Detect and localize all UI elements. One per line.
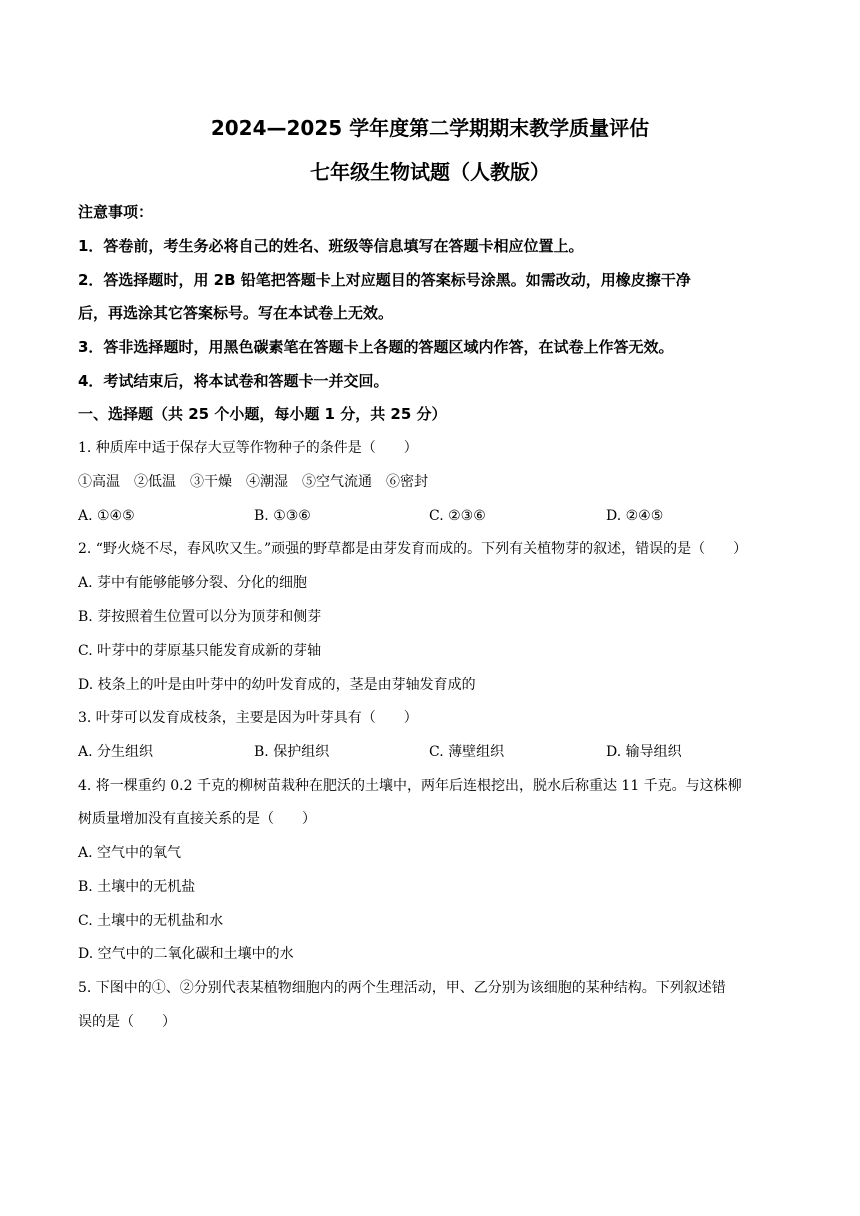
question-1-options bbox=[78, 505, 786, 527]
question-3-option-a: A. 分生组织 bbox=[78, 744, 154, 760]
question-1-stem: 1. 种质库中适于保存大豆等作物种子的条件是（ ） bbox=[78, 440, 418, 456]
question-3-options bbox=[78, 741, 786, 763]
notice-heading: 注意事项： bbox=[78, 203, 154, 221]
question-1-option-c: C. ②③⑥ bbox=[429, 508, 486, 524]
exam-title: 2024—2025 学年度第二学期期末教学质量评估 bbox=[210, 116, 650, 140]
question-4-option-b: B. 土壤中的无机盐 bbox=[78, 879, 196, 895]
question-5-stem-cont: 误的是（ ） bbox=[78, 1014, 176, 1030]
question-4-option-a: A. 空气中的氧气 bbox=[78, 845, 182, 861]
question-2-option-c: C. 叶芽中的芽原基只能发育成新的芽轴 bbox=[78, 643, 322, 659]
question-2-option-d: D. 枝条上的叶是由叶芽中的幼叶发育成的，茎是由芽轴发育成的 bbox=[78, 677, 476, 693]
question-1-conditions: ①高温 ②低温 ③干燥 ④潮湿 ⑤空气流通 ⑥密封 bbox=[78, 474, 428, 490]
question-2-option-b: B. 芽按照着生位置可以分为顶芽和侧芽 bbox=[78, 609, 322, 625]
section-heading: 一、选择题（共 25 个小题，每小题 1 分，共 25 分） bbox=[78, 405, 447, 423]
question-4-stem: 4. 将一棵重约 0.2 千克的柳树苗栽种在肥沃的土壤中，两年后连根挖出，脱水后称重达 11 千克。与这株柳 bbox=[78, 778, 742, 794]
notice-item-4: 4．考试结束后，将本试卷和答题卡一并交回。 bbox=[78, 372, 389, 390]
question-3-option-d: D. 输导组织 bbox=[606, 744, 682, 760]
question-3-option-c: C. 薄壁组织 bbox=[429, 744, 505, 760]
question-4-option-c: C. 土壤中的无机盐和水 bbox=[78, 913, 224, 929]
question-4-stem-cont: 树质量增加没有直接关系的是（ ） bbox=[78, 811, 316, 827]
notice-item-2: 2．答选择题时，用 2B 铅笔把答题卡上对应题目的答案标号涂黑。如需改动，用橡皮擦干净 bbox=[78, 271, 691, 289]
notice-item-2-cont: 后，再选涂其它答案标号。写在本试卷上无效。 bbox=[78, 304, 394, 322]
question-2-option-a: A. 芽中有能够能够分裂、分化的细胞 bbox=[78, 575, 308, 591]
notice-item-1: 1．答卷前，考生务必将自己的姓名、班级等信息填写在答题卡相应位置上。 bbox=[78, 237, 584, 255]
exam-subtitle: 七年级生物试题（人教版） bbox=[310, 160, 550, 184]
question-1-option-b: B. ①③⑥ bbox=[254, 508, 311, 524]
question-5-stem: 5. 下图中的①、②分别代表某植物细胞内的两个生理活动，甲、乙分别为该细胞的某种结构。下列叙述错 bbox=[78, 980, 726, 996]
question-3-stem: 3. 叶芽可以发育成枝条，主要是因为叶芽具有（ ） bbox=[78, 710, 418, 726]
question-1-option-a: A. ①④⑤ bbox=[78, 508, 135, 524]
question-3-option-b: B. 保护组织 bbox=[254, 744, 330, 760]
question-4-option-d: D. 空气中的二氧化碳和土壤中的水 bbox=[78, 946, 294, 962]
question-2-stem: 2. “野火烧不尽，春风吹又生。”顽强的野草都是由芽发育而成的。下列有关植物芽的叙述，错误的是（ ） bbox=[78, 541, 748, 557]
notice-item-3: 3．答非选择题时，用黑色碳素笔在答题卡上各题的答题区域内作答，在试卷上作答无效。 bbox=[78, 338, 674, 356]
question-1-option-d: D. ②④⑤ bbox=[606, 508, 664, 524]
